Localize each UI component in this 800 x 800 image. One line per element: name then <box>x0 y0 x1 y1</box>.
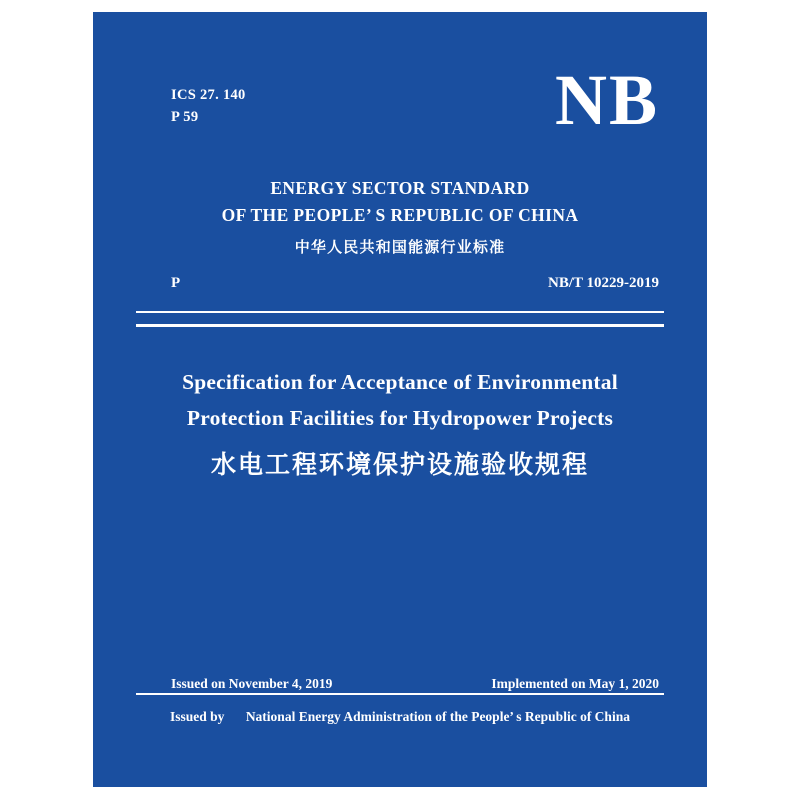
divider-low <box>136 693 664 695</box>
title-english-line1: Specification for Acceptance of Environmental <box>182 370 618 394</box>
header-chinese: 中华人民共和国能源行业标准 <box>294 238 506 257</box>
header-english-line2: OF THE PEOPLE’ S REPUBLIC OF CHINA <box>221 205 579 226</box>
issued-by-value: National Energy Administration of the People’ s Republic of China <box>245 709 630 724</box>
title-chinese: 水电工程环境保护设施验收规程 <box>210 450 589 480</box>
header-english-line1: ENERGY SECTOR STANDARD <box>270 178 530 198</box>
divider-mid <box>136 324 664 327</box>
title-block <box>93 364 707 481</box>
issued-by-label: Issued by <box>170 709 225 724</box>
issuer-row <box>93 709 707 725</box>
dates-row <box>171 676 659 692</box>
standard-cover <box>93 12 707 787</box>
implementation-date: Implemented on May 1, 2020 <box>491 676 659 691</box>
ics-block <box>171 84 246 129</box>
classification-code: P 59 <box>171 109 199 126</box>
code-row <box>171 275 659 292</box>
title-english-line2: Protection Facilities for Hydropower Projects <box>186 406 614 431</box>
issue-date: Issued on November 4, 2019 <box>171 676 333 691</box>
ics-number: ICS 27. 140 <box>171 87 246 103</box>
code-letter: P <box>171 275 181 291</box>
standard-header <box>93 175 707 257</box>
divider-top <box>136 311 664 313</box>
standard-number: NB/T 10229-2019 <box>548 275 659 291</box>
nb-logo: NB <box>554 60 659 140</box>
